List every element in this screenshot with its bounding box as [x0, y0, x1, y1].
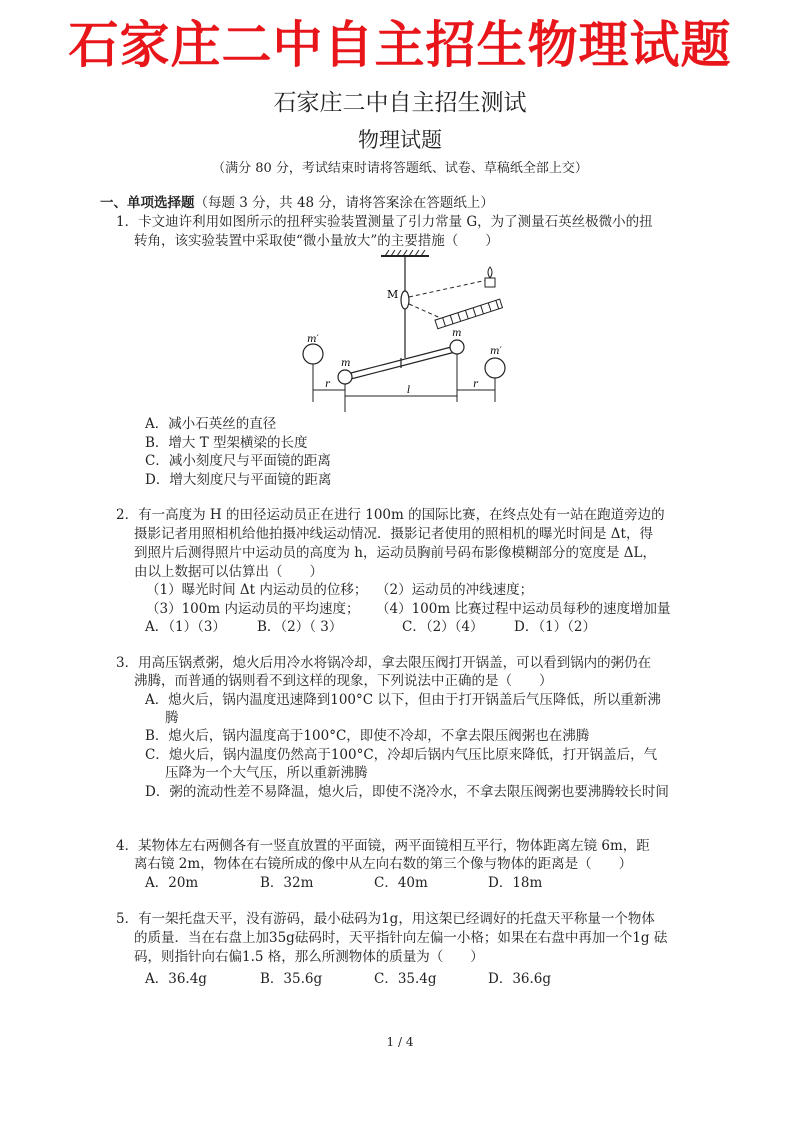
q3-option-c-1: C．熄火后，锅内温度仍然高于100°C，冷却后锅内气压比原来降低，打开锅盖后，气 [145, 747, 658, 763]
q1-option-b: B．增大 T 型架横梁的长度 [145, 435, 308, 451]
label-r-right: r [473, 379, 478, 390]
q4-option-c: C．40m [374, 875, 428, 891]
q2-line-1: 2．有一高度为 H 的田径运动员正在进行 100m 的国际比赛，在终点处有一站在跑道旁边的 [116, 507, 665, 523]
mirror-ellipse [401, 291, 409, 309]
label-r-left: r [325, 379, 330, 390]
page-number: 1 / 4 [386, 1035, 414, 1049]
q4-option-d: D．18m [488, 875, 543, 891]
label-m-right: m [452, 328, 462, 339]
incident-ray [409, 280, 487, 297]
q2-statement-1: （1）曝光时间 Δt 内运动员的位移； [146, 582, 368, 598]
label-m-left: m [341, 358, 351, 369]
exam-subtitle: 物理试题 [358, 128, 442, 152]
mirror-label-M: M [387, 288, 399, 301]
q3-option-a-1: A．熄火后，锅内温度迅速降到100°C 以下，但由于打开锅盖后气压降低，所以重新沸 [145, 692, 661, 708]
q5-option-c: C．35.4g [374, 971, 437, 987]
big-ball-right [485, 358, 505, 378]
q3-option-d: D．粥的流动性差不易降温，熄火后，即使不浇冷水，不拿去限压阀粥也要沸腾较长时间 [145, 784, 669, 800]
q3-option-a-2: 腾 [165, 710, 179, 726]
q5-option-b: B．35.6g [260, 971, 323, 987]
q2-line-2: 摄影记者用照相机给他拍摄冲线运动情况．摄影记者使用的照相机的曝光时间是 Δt，得 [134, 526, 653, 542]
q5-line-2: 的质量．当在右盘上加35g砝码时，天平指针向左偏一小格；如果在右盘中再加一个1g 砝 [134, 930, 668, 946]
q2-statement-3: （3）100m 内运动员的平均速度； [146, 601, 360, 617]
label-mprime-right: m′ [490, 346, 502, 357]
q2-option-b: B．（2）（ 3） [257, 619, 343, 635]
section-desc: （每题 3 分，共 48 分，请将答案涂在答题纸上） [194, 195, 494, 211]
scale-ruler [435, 299, 502, 329]
q1-line-1: 1．卡文迪许利用如图所示的扭秤实验装置测量了引力常量 G，为了测量石英丝极微小的扭 [116, 214, 653, 230]
q2-option-a: A．（1）（3） [145, 619, 226, 635]
q2-line-3: 到照片后测得照片中运动员的高度为 h，运动员胸前号码布影像模糊部分的宽度是 ΔL， [134, 545, 656, 561]
q5-line-3: 码，则指针向右偏1.5 格，那么所测物体的质量为（ ） [134, 949, 484, 965]
label-l: l [407, 385, 411, 396]
q2-statement-4: （4）100m 比赛过程中运动员每秒的速度增加量 [376, 601, 671, 617]
q1-line-2: 转角，该实验装置中采取使“微小量放大”的主要措施（ ） [134, 233, 499, 249]
torsion-balance-figure [295, 250, 525, 415]
q5-option-a: A．36.4g [145, 971, 207, 987]
beam-bottom-edge [347, 351, 459, 380]
exam-title: 石家庄二中自主招生测试 [273, 90, 527, 116]
q2-option-d: D．（1）（2） [514, 619, 597, 635]
q5-line-1: 5．有一架托盘天平，没有游码，最小砝码为1g，用这架已经调好的托盘天平称量一个物体 [116, 911, 655, 927]
q2-option-c: C．（2）（4） [402, 619, 484, 635]
q3-line-2: 沸腾，而普通的锅则看不到这样的现象，下列说法中正确的是（ ） [134, 673, 553, 689]
q3-line-1: 3．用高压锅煮粥，熄火后用冷水将锅冷却，拿去限压阀打开锅盖，可以看到锅内的粥仍在 [116, 655, 652, 671]
reflected-ray [409, 304, 445, 320]
q5-option-d: D．36.6g [488, 971, 552, 987]
q3-option-b: B．熄火后，锅内温度高于100°C，即使不冷却，不拿去限压阀粥也在沸腾 [145, 728, 590, 744]
small-ball-right [450, 340, 464, 354]
q1-option-a: A．减小石英丝的直径 [145, 416, 277, 432]
q2-line-4: 由以上数据可以估算出（ ） [134, 564, 323, 580]
q1-option-c: C．减小刻度尺与平面镜的距离 [145, 453, 331, 469]
banner-title: 石家庄二中自主招生物理试题 [68, 16, 732, 74]
small-ball-left [338, 370, 352, 384]
q4-option-b: B．32m [260, 875, 314, 891]
lamp-flame-icon [488, 267, 492, 278]
q4-line-2: 离右镜 2m，物体在右镜所成的像中从左向右数的第三个像与物体的距离是（ ） [134, 856, 633, 872]
q3-option-c-2: 压降为一个大气压，所以重新沸腾 [165, 765, 368, 781]
section-title: 一、单项选择题 [100, 195, 195, 211]
q1-option-d: D．增大刻度尺与平面镜的距离 [145, 472, 332, 488]
q2-statement-2: （2）运动员的冲线速度； [376, 582, 534, 598]
section-heading [100, 194, 494, 213]
q4-line-1: 4．某物体左右两侧各有一竖直放置的平面镜，两平面镜相互平行，物体距离左镜 6m，距 [116, 838, 650, 854]
lamp-icon [485, 278, 495, 287]
q4-option-a: A．20m [145, 875, 199, 891]
label-mprime-left: m′ [307, 334, 319, 345]
big-ball-left [303, 344, 323, 364]
beam-top-edge [347, 345, 459, 374]
exam-note: （满分 80 分，考试结束时请将答题纸、试卷、草稿纸全部上交） [212, 161, 588, 176]
